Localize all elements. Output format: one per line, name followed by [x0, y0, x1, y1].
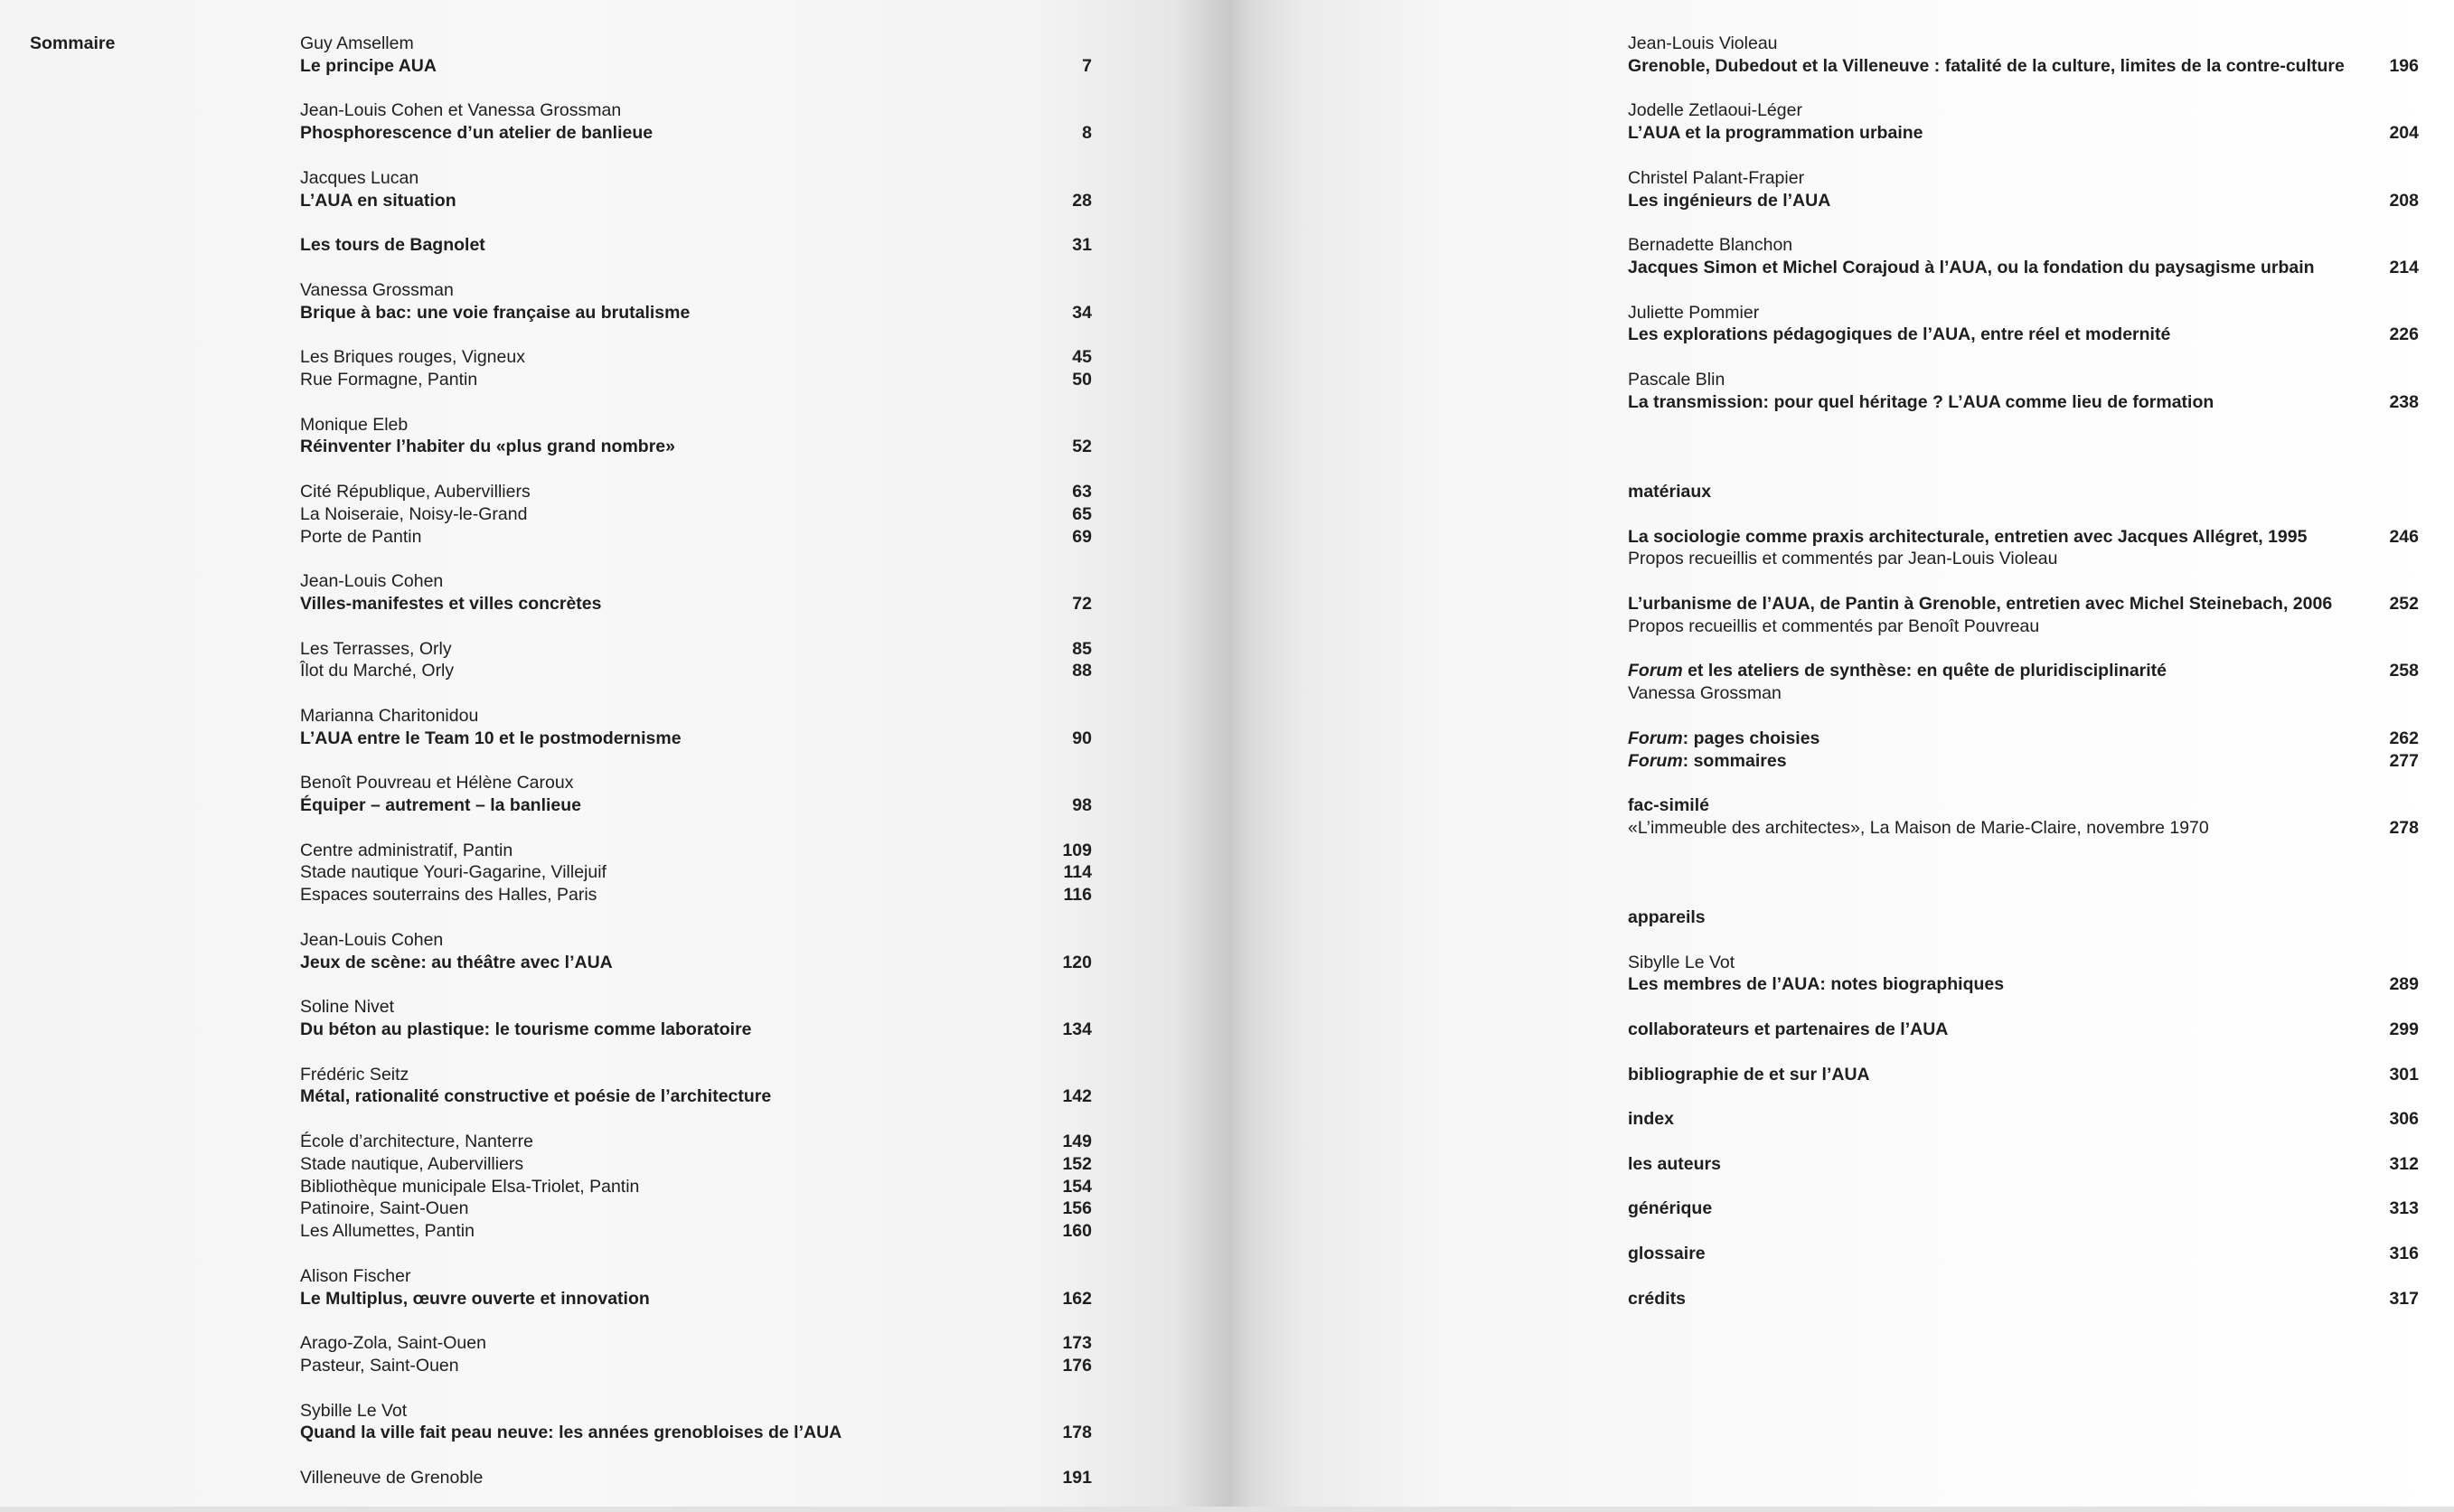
toc-entry [1628, 1197, 2419, 1220]
entry-title [1628, 257, 2419, 279]
entry-line [1628, 369, 2419, 391]
entry-text: les auteurs [1628, 1153, 1721, 1174]
toc-entry [300, 1332, 1092, 1377]
page-number: 176 [1062, 1356, 1092, 1376]
entry-text: La transmission: pour quel héritage ? L’AUA comme lieu de formation [1628, 391, 2214, 412]
entry-line [1628, 952, 2419, 974]
entry-text: Le Multiplus, œuvre ouverte et innovation [300, 1288, 650, 1309]
entry-title [1628, 794, 2419, 817]
page-number: 191 [1062, 1468, 1092, 1488]
page-number: 65 [1072, 503, 1092, 524]
entry-text: collaborateurs et partenaires de l’AUA [1628, 1019, 1949, 1040]
entry-title [300, 234, 1092, 257]
toc-heading: Sommaire [30, 33, 116, 53]
entry-text: Phosphorescence d’un atelier de banlieue [300, 123, 653, 144]
entry-title [1628, 906, 2419, 929]
entry-title [1628, 55, 2419, 78]
page-number: 226 [2389, 324, 2419, 345]
page-number: 238 [2389, 391, 2419, 412]
entry-line [300, 705, 1092, 728]
entry-title [1628, 660, 2419, 682]
entry-title [300, 794, 1092, 817]
entry-text: Sybille Le Vot [300, 1400, 408, 1421]
toc-entry [300, 638, 1092, 683]
entry-text: «L’immeuble des architectes», La Maison de Marie-Claire, novembre 1970 [1628, 817, 2209, 838]
entry-line [1628, 167, 2419, 190]
entry-text: crédits [1628, 1288, 1686, 1309]
page-number: 317 [2389, 1288, 2419, 1309]
entry-line [300, 861, 1092, 884]
page-number: 34 [1072, 302, 1092, 323]
entry-text: Quand la ville fait peau neuve: les années grenobloises de l’AUA [300, 1423, 842, 1443]
toc-entry [1628, 660, 2419, 705]
page-number: 52 [1072, 437, 1092, 457]
page-number: 301 [2389, 1064, 2419, 1085]
entry-line [300, 660, 1092, 682]
entry-title-italic: Forum [1628, 661, 1683, 681]
toc-entry [300, 996, 1092, 1041]
entry-text: Propos recueillis et commentés par Jean-Louis Violeau [1628, 549, 2058, 569]
entry-title [1628, 750, 2419, 773]
entry-title [1628, 1064, 2419, 1086]
toc-entry [300, 481, 1092, 548]
entry-text: Pasteur, Saint-Ouen [300, 1356, 459, 1376]
page-number: 204 [2389, 123, 2419, 144]
entry-title [1628, 1108, 2419, 1131]
entry-line [1628, 615, 2419, 638]
entry-line [300, 1153, 1092, 1176]
entry-line [300, 1467, 1092, 1489]
entry-text: et les ateliers de synthèse: en quête de pluridisciplinarité [1682, 661, 2167, 681]
page-number: 90 [1072, 728, 1092, 748]
toc-entry [1628, 369, 2419, 414]
entry-text: L’AUA et la programmation urbaine [1628, 123, 1923, 144]
entry-text: Les membres de l’AUA: notes biographiques [1628, 974, 2005, 995]
toc-entry [300, 929, 1092, 974]
entry-text: glossaire [1628, 1244, 1706, 1264]
entry-text: Sibylle Le Vot [1628, 952, 1735, 972]
toc-entry [300, 167, 1092, 212]
entry-title [300, 728, 1092, 750]
entry-line [300, 33, 1092, 55]
toc-entry [1628, 99, 2419, 145]
entry-line [300, 346, 1092, 369]
toc-entry [1628, 33, 2419, 78]
entry-text: : sommaires [1682, 750, 1787, 771]
entry-text: Villes-manifestes et villes concrètes [300, 593, 602, 614]
entry-text: Les Allumettes, Pantin [300, 1221, 475, 1242]
entry-text: générique [1628, 1198, 1713, 1219]
entry-title [300, 1288, 1092, 1310]
entry-title [1628, 526, 2419, 549]
page-number: 252 [2389, 593, 2419, 614]
page-number: 85 [1072, 638, 1092, 659]
toc-entry [300, 772, 1092, 817]
entry-text: Les ingénieurs de l’AUA [1628, 190, 1831, 211]
page-number: 69 [1072, 526, 1092, 547]
entry-text: L’AUA entre le Team 10 et le postmodernisme [300, 728, 682, 748]
entry-line [300, 1332, 1092, 1355]
page-number: 88 [1072, 661, 1092, 681]
page-number: 162 [1062, 1288, 1092, 1309]
page-number: 45 [1072, 347, 1092, 368]
right-page-toc [1628, 33, 2419, 1332]
entry-text: Monique Eleb [300, 414, 409, 435]
toc-entry [300, 1467, 1092, 1489]
entry-text: Alison Fischer [300, 1265, 411, 1286]
entry-title [1628, 1019, 2419, 1041]
page-number: 278 [2389, 817, 2419, 838]
entry-line [300, 996, 1092, 1019]
toc-entry [1628, 1243, 2419, 1265]
page-number: 277 [2389, 750, 2419, 771]
entry-line [300, 570, 1092, 593]
entry-line [300, 840, 1092, 862]
page-number: 134 [1062, 1019, 1092, 1040]
entry-text: : pages choisies [1682, 728, 1820, 748]
toc-entry [1628, 1288, 2419, 1310]
entry-text: Juliette Pommier [1628, 302, 1760, 323]
entry-text: Rue Formagne, Pantin [300, 369, 478, 390]
entry-title [1628, 190, 2419, 212]
entry-text: Jodelle Zetlaoui-Léger [1628, 100, 1802, 121]
toc-entry [300, 279, 1092, 324]
entry-line [300, 1176, 1092, 1198]
toc-entry [300, 99, 1092, 145]
entry-text: Soline Nivet [300, 997, 395, 1018]
page-number: 142 [1062, 1086, 1092, 1107]
page-number: 262 [2389, 728, 2419, 748]
toc-entry [300, 234, 1092, 257]
toc-entry [1628, 952, 2419, 997]
entry-line [300, 1197, 1092, 1220]
entry-title-italic: Forum [1628, 728, 1683, 748]
page-number: 208 [2389, 190, 2419, 211]
entry-text: Stade nautique Youri-Gagarine, Villejuif [300, 862, 606, 883]
entry-text: bibliographie de et sur l’AUA [1628, 1064, 1870, 1085]
entry-text: Vanessa Grossman [1628, 683, 1782, 704]
entry-line [1628, 302, 2419, 324]
page-number: 63 [1072, 481, 1092, 502]
entry-text: Les Briques rouges, Vigneux [300, 347, 525, 368]
entry-line [300, 414, 1092, 437]
entry-line [300, 884, 1092, 906]
entry-text: Espaces souterrains des Halles, Paris [300, 885, 597, 906]
entry-line [300, 167, 1092, 190]
entry-text: fac-similé [1628, 795, 1709, 816]
page-bottom-edge [0, 1507, 2454, 1512]
entry-text: index [1628, 1109, 1674, 1130]
toc-entry [1628, 1064, 2419, 1086]
entry-line [1628, 817, 2419, 840]
entry-text: Les tours de Bagnolet [300, 235, 485, 256]
page-number: 299 [2389, 1019, 2419, 1040]
entry-text: Les explorations pédagogiques de l’AUA, entre réel et modernité [1628, 324, 2171, 345]
entry-line [300, 503, 1092, 526]
entry-line [300, 1131, 1092, 1153]
toc-entry [1628, 167, 2419, 212]
toc-entry [1628, 234, 2419, 279]
entry-text: Pascale Blin [1628, 369, 1725, 390]
entry-text: Jean-Louis Violeau [1628, 33, 1778, 53]
page-number: 313 [2389, 1198, 2419, 1219]
entry-line [300, 1265, 1092, 1288]
entry-text: Bernadette Blanchon [1628, 235, 1793, 256]
entry-title [300, 1085, 1092, 1108]
entry-title [300, 122, 1092, 145]
toc-entry [300, 414, 1092, 459]
page-number: 246 [2389, 526, 2419, 547]
entry-text: Porte de Pantin [300, 526, 422, 547]
page-number: 154 [1062, 1176, 1092, 1197]
page-number: 7 [1082, 55, 1092, 76]
toc-entry [300, 33, 1092, 78]
entry-title [1628, 481, 2419, 503]
entry-line [1628, 33, 2419, 55]
page-number: 152 [1062, 1153, 1092, 1174]
entry-line [1628, 234, 2419, 257]
page-number: 289 [2389, 974, 2419, 995]
toc-entry [1628, 728, 2419, 773]
toc-entry [1628, 906, 2419, 929]
page-number: 306 [2389, 1109, 2419, 1130]
entry-text: Jeux de scène: au théâtre avec l’AUA [300, 952, 613, 972]
entry-line [300, 279, 1092, 302]
entry-line [300, 1400, 1092, 1423]
entry-line [300, 481, 1092, 503]
entry-title [300, 55, 1092, 78]
page-number: 160 [1062, 1221, 1092, 1242]
entry-text: Jacques Lucan [300, 167, 419, 188]
entry-title [1628, 973, 2419, 996]
entry-title-italic: Forum [1628, 750, 1683, 771]
entry-text: Stade nautique, Aubervilliers [300, 1153, 524, 1174]
entry-text: Christel Palant-Frapier [1628, 167, 1805, 188]
page-number: 8 [1082, 123, 1092, 144]
entry-title [1628, 1197, 2419, 1220]
toc-entry [1628, 1019, 2419, 1041]
entry-line [300, 369, 1092, 391]
entry-title [300, 1019, 1092, 1041]
page-number: 312 [2389, 1153, 2419, 1174]
entry-text: Villeneuve de Grenoble [300, 1468, 484, 1488]
entry-text: Frédéric Seitz [300, 1064, 409, 1085]
entry-title [300, 436, 1092, 458]
entry-text: Le principe AUA [300, 55, 437, 76]
entry-text: Patinoire, Saint-Ouen [300, 1198, 469, 1219]
page-number: 258 [2389, 661, 2419, 681]
entry-text: La Noiseraie, Noisy-le-Grand [300, 503, 528, 524]
entry-line [300, 1355, 1092, 1377]
page-number: 28 [1072, 190, 1092, 211]
entry-title [1628, 1153, 2419, 1176]
page-number: 116 [1063, 885, 1092, 906]
entry-text: Grenoble, Dubedout et la Villeneuve : fatalité de la culture, limites de la contre-culture [1628, 55, 2345, 76]
entry-title [1628, 122, 2419, 145]
entry-title [1628, 324, 2419, 346]
toc-entry [300, 1400, 1092, 1445]
entry-text: Arago-Zola, Saint-Ouen [300, 1333, 486, 1354]
page-number: 156 [1062, 1198, 1092, 1219]
toc-entry [300, 570, 1092, 615]
page-number: 316 [2389, 1244, 2419, 1264]
entry-text: Guy Amsellem [300, 33, 414, 53]
entry-line [300, 772, 1092, 794]
page-number: 98 [1072, 795, 1092, 816]
left-page-toc [300, 33, 1092, 1512]
entry-text: Jacques Simon et Michel Corajoud à l’AUA, ou la fondation du paysagisme urbain [1628, 257, 2315, 277]
entry-text: Brique à bac: une voie française au brutalisme [300, 302, 691, 323]
page-number: 109 [1062, 840, 1092, 860]
entry-text: Équiper – autrement – la banlieue [300, 795, 582, 816]
entry-text: La sociologie comme praxis architecturale, entretien avec Jacques Allégret, 1995 [1628, 526, 2308, 547]
entry-text: Bibliothèque municipale Elsa-Triolet, Pantin [300, 1176, 640, 1197]
entry-title [300, 190, 1092, 212]
entry-line [1628, 548, 2419, 570]
toc-entry [1628, 1153, 2419, 1176]
entry-line [300, 1220, 1092, 1243]
toc-entry [1628, 1108, 2419, 1131]
page-number: 31 [1072, 235, 1092, 256]
entry-title [1628, 728, 2419, 750]
entry-text: Benoît Pouvreau et Hélène Caroux [300, 773, 574, 794]
page-number: 178 [1062, 1423, 1092, 1443]
entry-title [1628, 593, 2419, 615]
toc-entry [1628, 526, 2419, 571]
entry-text: Les Terrasses, Orly [300, 638, 452, 659]
page-number: 120 [1062, 952, 1092, 972]
entry-title [1628, 1243, 2419, 1265]
entry-text: Jean-Louis Cohen et Vanessa Grossman [300, 100, 622, 121]
entry-text: Îlot du Marché, Orly [300, 661, 455, 681]
entry-text: Vanessa Grossman [300, 279, 454, 300]
entry-text: Jean-Louis Cohen [300, 571, 444, 592]
entry-line [300, 929, 1092, 952]
entry-title [300, 1422, 1092, 1444]
page-number: 72 [1072, 593, 1092, 614]
entry-title [1628, 1288, 2419, 1310]
entry-text: Propos recueillis et commentés par Benoît Pouvreau [1628, 615, 2040, 636]
page-number: 173 [1062, 1333, 1092, 1354]
entry-line [300, 526, 1092, 549]
toc-entry [300, 1131, 1092, 1243]
toc-entry [1628, 794, 2419, 840]
entry-text: École d’architecture, Nanterre [300, 1132, 533, 1152]
entry-text: Marianna Charitonidou [300, 705, 479, 726]
page-number: 196 [2389, 55, 2419, 76]
toc-entry [1628, 481, 2419, 503]
entry-text: L’AUA en situation [300, 190, 456, 211]
entry-line [1628, 99, 2419, 122]
entry-text: Jean-Louis Cohen [300, 929, 444, 950]
entry-text: Cité République, Aubervilliers [300, 481, 531, 502]
entry-title [1628, 391, 2419, 414]
entry-title [300, 593, 1092, 615]
entry-line [300, 638, 1092, 661]
toc-entry [300, 346, 1092, 391]
entry-text: Réinventer l’habiter du «plus grand nombre» [300, 437, 675, 457]
page-number: 114 [1063, 862, 1092, 883]
entry-text: Du béton au plastique: le tourisme comme laboratoire [300, 1019, 752, 1040]
entry-text: L’urbanisme de l’AUA, de Pantin à Grenoble, entretien avec Michel Steinebach, 2006 [1628, 593, 2333, 614]
entry-line [300, 99, 1092, 122]
toc-entry [1628, 302, 2419, 347]
entry-title [300, 952, 1092, 974]
page-number: 149 [1062, 1132, 1092, 1152]
entry-text: Métal, rationalité constructive et poésie de l’architecture [300, 1086, 772, 1107]
toc-entry [300, 1064, 1092, 1109]
entry-title [300, 302, 1092, 324]
entry-line [300, 1064, 1092, 1086]
entry-line [1628, 682, 2419, 705]
toc-entry [300, 1265, 1092, 1310]
page-number: 214 [2389, 257, 2419, 277]
page-number: 50 [1072, 369, 1092, 390]
toc-entry [300, 840, 1092, 906]
entry-text: matériaux [1628, 481, 1712, 502]
toc-entry [300, 705, 1092, 750]
entry-text: Centre administratif, Pantin [300, 840, 513, 860]
entry-text: appareils [1628, 907, 1706, 928]
toc-entry [1628, 593, 2419, 638]
